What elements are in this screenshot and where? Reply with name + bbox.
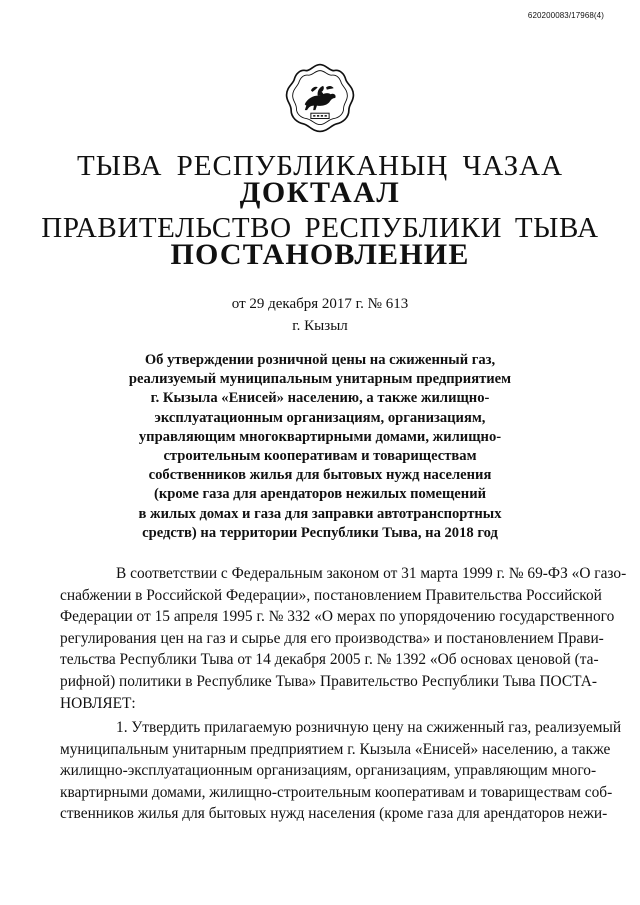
paragraph-line: ственников жилья для бытовых нужд населения (кроме газа для арендаторов нежи- [60, 805, 608, 823]
title-line: эксплуатационным организациям, организациям, [154, 409, 486, 426]
title-line: реализуемый муниципальным унитарным предприятием [128, 371, 512, 388]
paragraph-line: Федерации от 15 апреля 1995 г. № 332 «О мерах по упорядочению государственного [60, 608, 615, 626]
paragraph-line: тельства Республики Тыва от 14 декабря 2005 г. № 1392 «Об основах ценовой (та- [60, 651, 599, 669]
paragraph-line: НОВЛЯЕТ: [60, 694, 136, 712]
header-tyva-government: ТЫВА РЕСПУБЛИКАНЫҢ ЧАЗАА [76, 150, 564, 182]
document-code: 620200083/17968(4) [527, 11, 604, 20]
clause-1-paragraph [60, 717, 622, 825]
header-tyva-decree: ДОКТААЛ [239, 176, 401, 209]
decree-title [120, 351, 520, 543]
title-line: г. Кызыла «Енисей» населению, а также жилищно- [150, 390, 490, 407]
title-line: управляющим многоквартирными домами, жилищно- [138, 428, 502, 445]
title-line: в жилых домах и газа для заправки автотранспортных [138, 505, 502, 522]
title-line: средств) на территории Республики Тыва, на 2018 год [142, 524, 498, 541]
title-line: Об утверждении розничной цены на сжиженный газ, [144, 352, 496, 368]
preamble-paragraph [60, 563, 627, 714]
header-russian-government: ПРАВИТЕЛЬСТВО РЕСПУБЛИКИ ТЫВА [41, 212, 599, 244]
title-line: строительным кооперативам и товариществам [163, 448, 477, 465]
paragraph-line: регулирования цен на газ и сырье для его производства» и постановлением Прави- [60, 629, 604, 647]
paragraph-line: жилищно-эксплуатационным организациям, организациям, управляющим много- [60, 762, 597, 780]
paragraph-line: рифной) политики в Республике Тыва» Правительство Республики Тыва ПОСТА- [60, 672, 598, 690]
paragraph-line: снабжении в Российской Федерации», постановлением Правительства Российской [60, 586, 602, 604]
paragraph-line: 1. Утвердить прилагаемую розничную цену на сжиженный газ, реализуемый [116, 719, 622, 736]
decree-date-number: от 29 декабря 2017 г. № 613 [231, 296, 409, 312]
paragraph-line: муниципальным унитарным предприятием г. Кызыла «Енисей» населению, а также [60, 740, 611, 758]
paragraph-line: В соответствии с Федеральным законом от 31 марта 1999 г. № 69-ФЗ «О газо- [116, 565, 627, 582]
header-russian-decree: ПОСТАНОВЛЕНИЕ [170, 238, 470, 271]
emblem-of-tuva [282, 60, 358, 136]
title-line: (кроме газа для арендаторов нежилых помещений [153, 486, 487, 503]
decree-city: г. Кызыл [292, 318, 348, 334]
title-line: собственников жилья для бытовых нужд населения [148, 467, 492, 484]
paragraph-line: квартирными домами, жилищно-строительным кооперативам и товариществам соб- [60, 783, 613, 801]
